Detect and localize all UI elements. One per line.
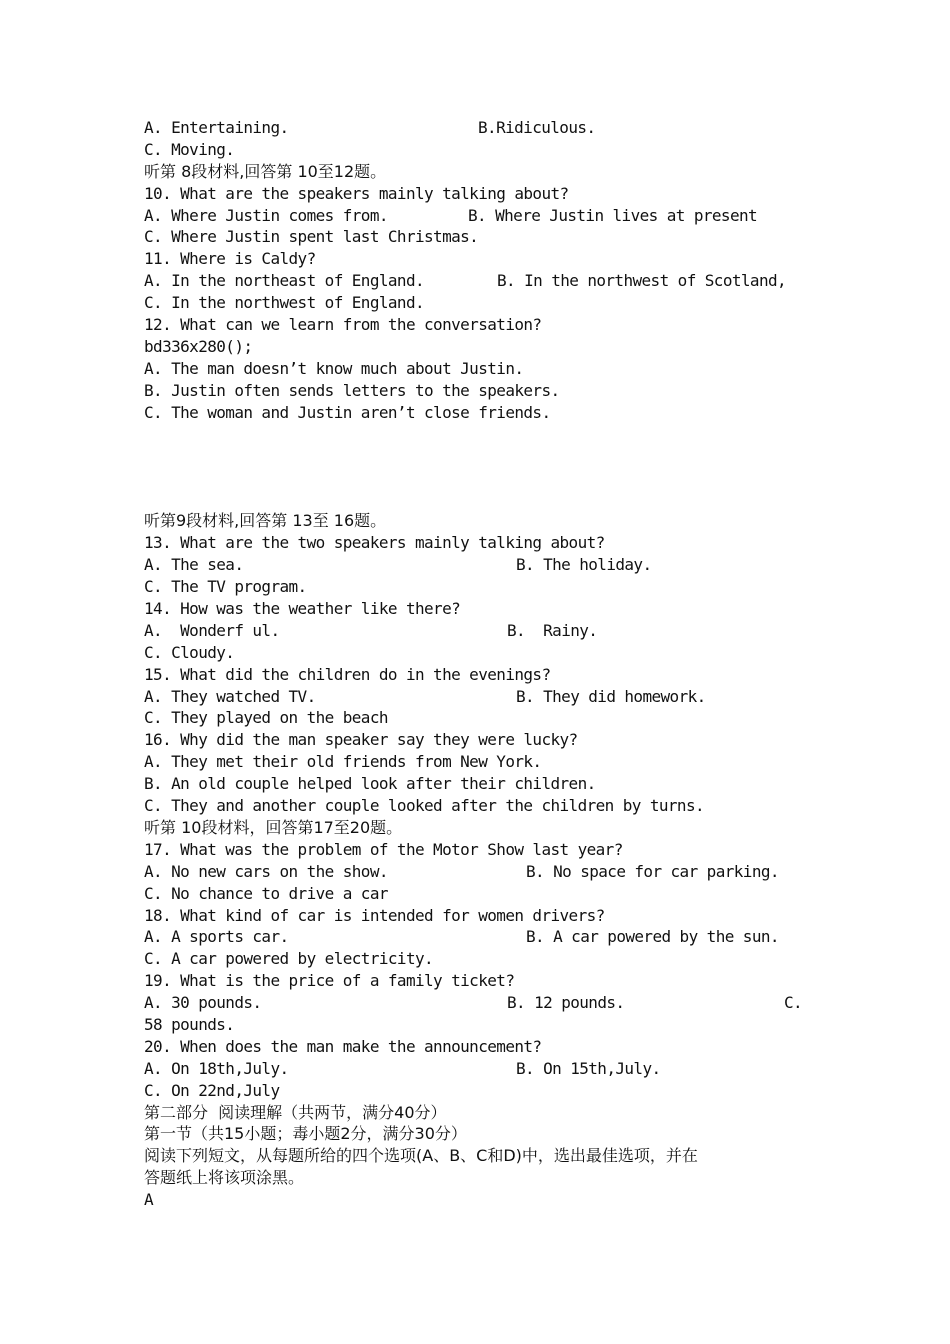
text-line [144, 642, 824, 664]
text-line [144, 1145, 824, 1167]
line-text: C. In the northwest of England. [144, 293, 425, 313]
line-text: A. A sports car. [144, 927, 289, 947]
line-text: 19. What is the price of a family ticket? [144, 971, 515, 991]
text-line [144, 576, 824, 598]
line-text: C. Where Justin spent last Christmas. [144, 227, 479, 247]
text-line [144, 773, 824, 795]
line-text: A. The man doesn’t know much about Justin. [144, 358, 524, 378]
document-body [144, 117, 824, 1211]
option-c-text: C. [784, 993, 803, 1013]
text-line [144, 248, 824, 270]
text-line [144, 183, 824, 205]
line-text: A. Entertaining. [144, 118, 289, 137]
line-text: 20. When does the man make the announcement? [144, 1036, 542, 1056]
text-line [144, 1123, 824, 1145]
line-text: 听第 8段材料,回答第 10至12题。 [144, 161, 387, 181]
line-text: C. They and another couple looked after the children by turns. [144, 796, 705, 816]
line-text: A. No new cars on the show. [144, 861, 388, 881]
text-line [144, 226, 824, 248]
line-text: B. An old couple helped look after their children. [144, 774, 596, 794]
line-text: 18. What kind of car is intended for women drivers? [144, 905, 605, 925]
line-text: C. They played on the beach [144, 708, 388, 728]
text-line [144, 1102, 824, 1124]
line-text: 17. What was the problem of the Motor Show last year? [144, 839, 623, 859]
text-line [144, 883, 824, 905]
text-line [144, 314, 824, 336]
text-line [144, 1167, 824, 1189]
text-line [144, 205, 824, 227]
text-line [144, 1189, 824, 1211]
text-line [144, 292, 824, 314]
line-text: 阅读下列短文，从每题所给的四个选项(A、B、C和D)中，选出最佳选项，并在 [144, 1146, 698, 1166]
text-line [144, 751, 824, 773]
line-text: A. Where Justin comes from. [144, 205, 388, 225]
text-line [144, 270, 824, 292]
blank-gap [144, 423, 824, 510]
text-line [144, 139, 824, 161]
line-text: 14. How was the weather like there? [144, 599, 461, 619]
text-line [144, 358, 824, 380]
option-b-text: B. The holiday. [516, 555, 652, 575]
option-b-text: B. Where Justin lives at present [468, 205, 758, 225]
line-text: B. Justin often sends letters to the speakers. [144, 380, 560, 400]
line-text: 58 pounds. [144, 1014, 235, 1034]
text-line [144, 839, 824, 861]
line-text: bd336x280(); [144, 336, 253, 356]
line-text: C. On 22nd,July [144, 1080, 280, 1100]
text-line [144, 1036, 824, 1058]
text-line [144, 380, 824, 402]
option-b-text: B. They did homework. [516, 686, 706, 706]
text-line [144, 117, 824, 139]
option-b-text: B. In the northwest of Scotland, [497, 271, 787, 291]
section-top [144, 117, 824, 423]
text-line [144, 948, 824, 970]
line-text: A. They met their old friends from New York. [144, 752, 542, 772]
line-text: 第二部分 阅读理解（共两节，满分40分） [144, 1102, 447, 1122]
text-line [144, 926, 824, 948]
line-text: C. No chance to drive a car [144, 883, 388, 903]
text-line [144, 905, 824, 927]
text-line [144, 554, 824, 576]
text-line [144, 992, 824, 1014]
text-line [144, 598, 824, 620]
line-text: 答题纸上将该项涂黑。 [144, 1168, 305, 1188]
text-line [144, 1058, 824, 1080]
option-b-text: B. On 15th,July. [516, 1058, 661, 1078]
text-line [144, 817, 824, 839]
line-text: A. The sea. [144, 555, 244, 575]
line-text: A. Wonderf ul. [144, 620, 280, 640]
text-line [144, 336, 824, 358]
text-line [144, 707, 824, 729]
text-line [144, 161, 824, 183]
line-text: C. Moving. [144, 139, 235, 159]
text-line [144, 1014, 824, 1036]
option-b-text: B. A car powered by the sun. [526, 927, 779, 947]
line-text: 11. Where is Caldy? [144, 249, 316, 269]
line-text: A. In the northeast of England. [144, 271, 425, 291]
text-line [144, 664, 824, 686]
text-line [144, 686, 824, 708]
option-b-text: B. No space for car parking. [526, 861, 779, 881]
line-text: 听第 10段材料，回答第17至20题。 [144, 817, 403, 837]
section-bottom [144, 510, 824, 1211]
text-line [144, 970, 824, 992]
line-text: 13. What are the two speakers mainly talking about? [144, 533, 605, 553]
text-line [144, 795, 824, 817]
line-text: A [144, 1190, 154, 1210]
line-text: C. Cloudy. [144, 642, 235, 662]
line-text: 12. What can we learn from the conversation? [144, 315, 542, 335]
text-line [144, 620, 824, 642]
line-text: A. On 18th,July. [144, 1058, 289, 1078]
text-line [144, 402, 824, 424]
line-text: 第一节（共15小题；毒小题2分，满分30分） [144, 1124, 467, 1144]
line-text: 15. What did the children do in the evenings? [144, 664, 551, 684]
line-text: C. The woman and Justin aren’t close friends. [144, 402, 551, 422]
option-b-text: B. 12 pounds. [507, 993, 625, 1013]
text-line [144, 510, 824, 532]
line-text: 16. Why did the man speaker say they were lucky? [144, 730, 578, 750]
line-text: A. 30 pounds. [144, 993, 262, 1013]
line-text: A. They watched TV. [144, 686, 316, 706]
line-text: C. The TV program. [144, 577, 307, 597]
line-text: 10. What are the speakers mainly talking about? [144, 183, 569, 203]
text-line [144, 729, 824, 751]
option-b-text: B. Rainy. [507, 620, 598, 640]
line-text: C. A car powered by electricity. [144, 949, 434, 969]
line-text: 听第9段材料,回答第 13至 16题。 [144, 511, 387, 531]
option-b-text: B.Ridiculous. [478, 118, 596, 137]
text-line [144, 532, 824, 554]
text-line [144, 1080, 824, 1102]
text-line [144, 861, 824, 883]
